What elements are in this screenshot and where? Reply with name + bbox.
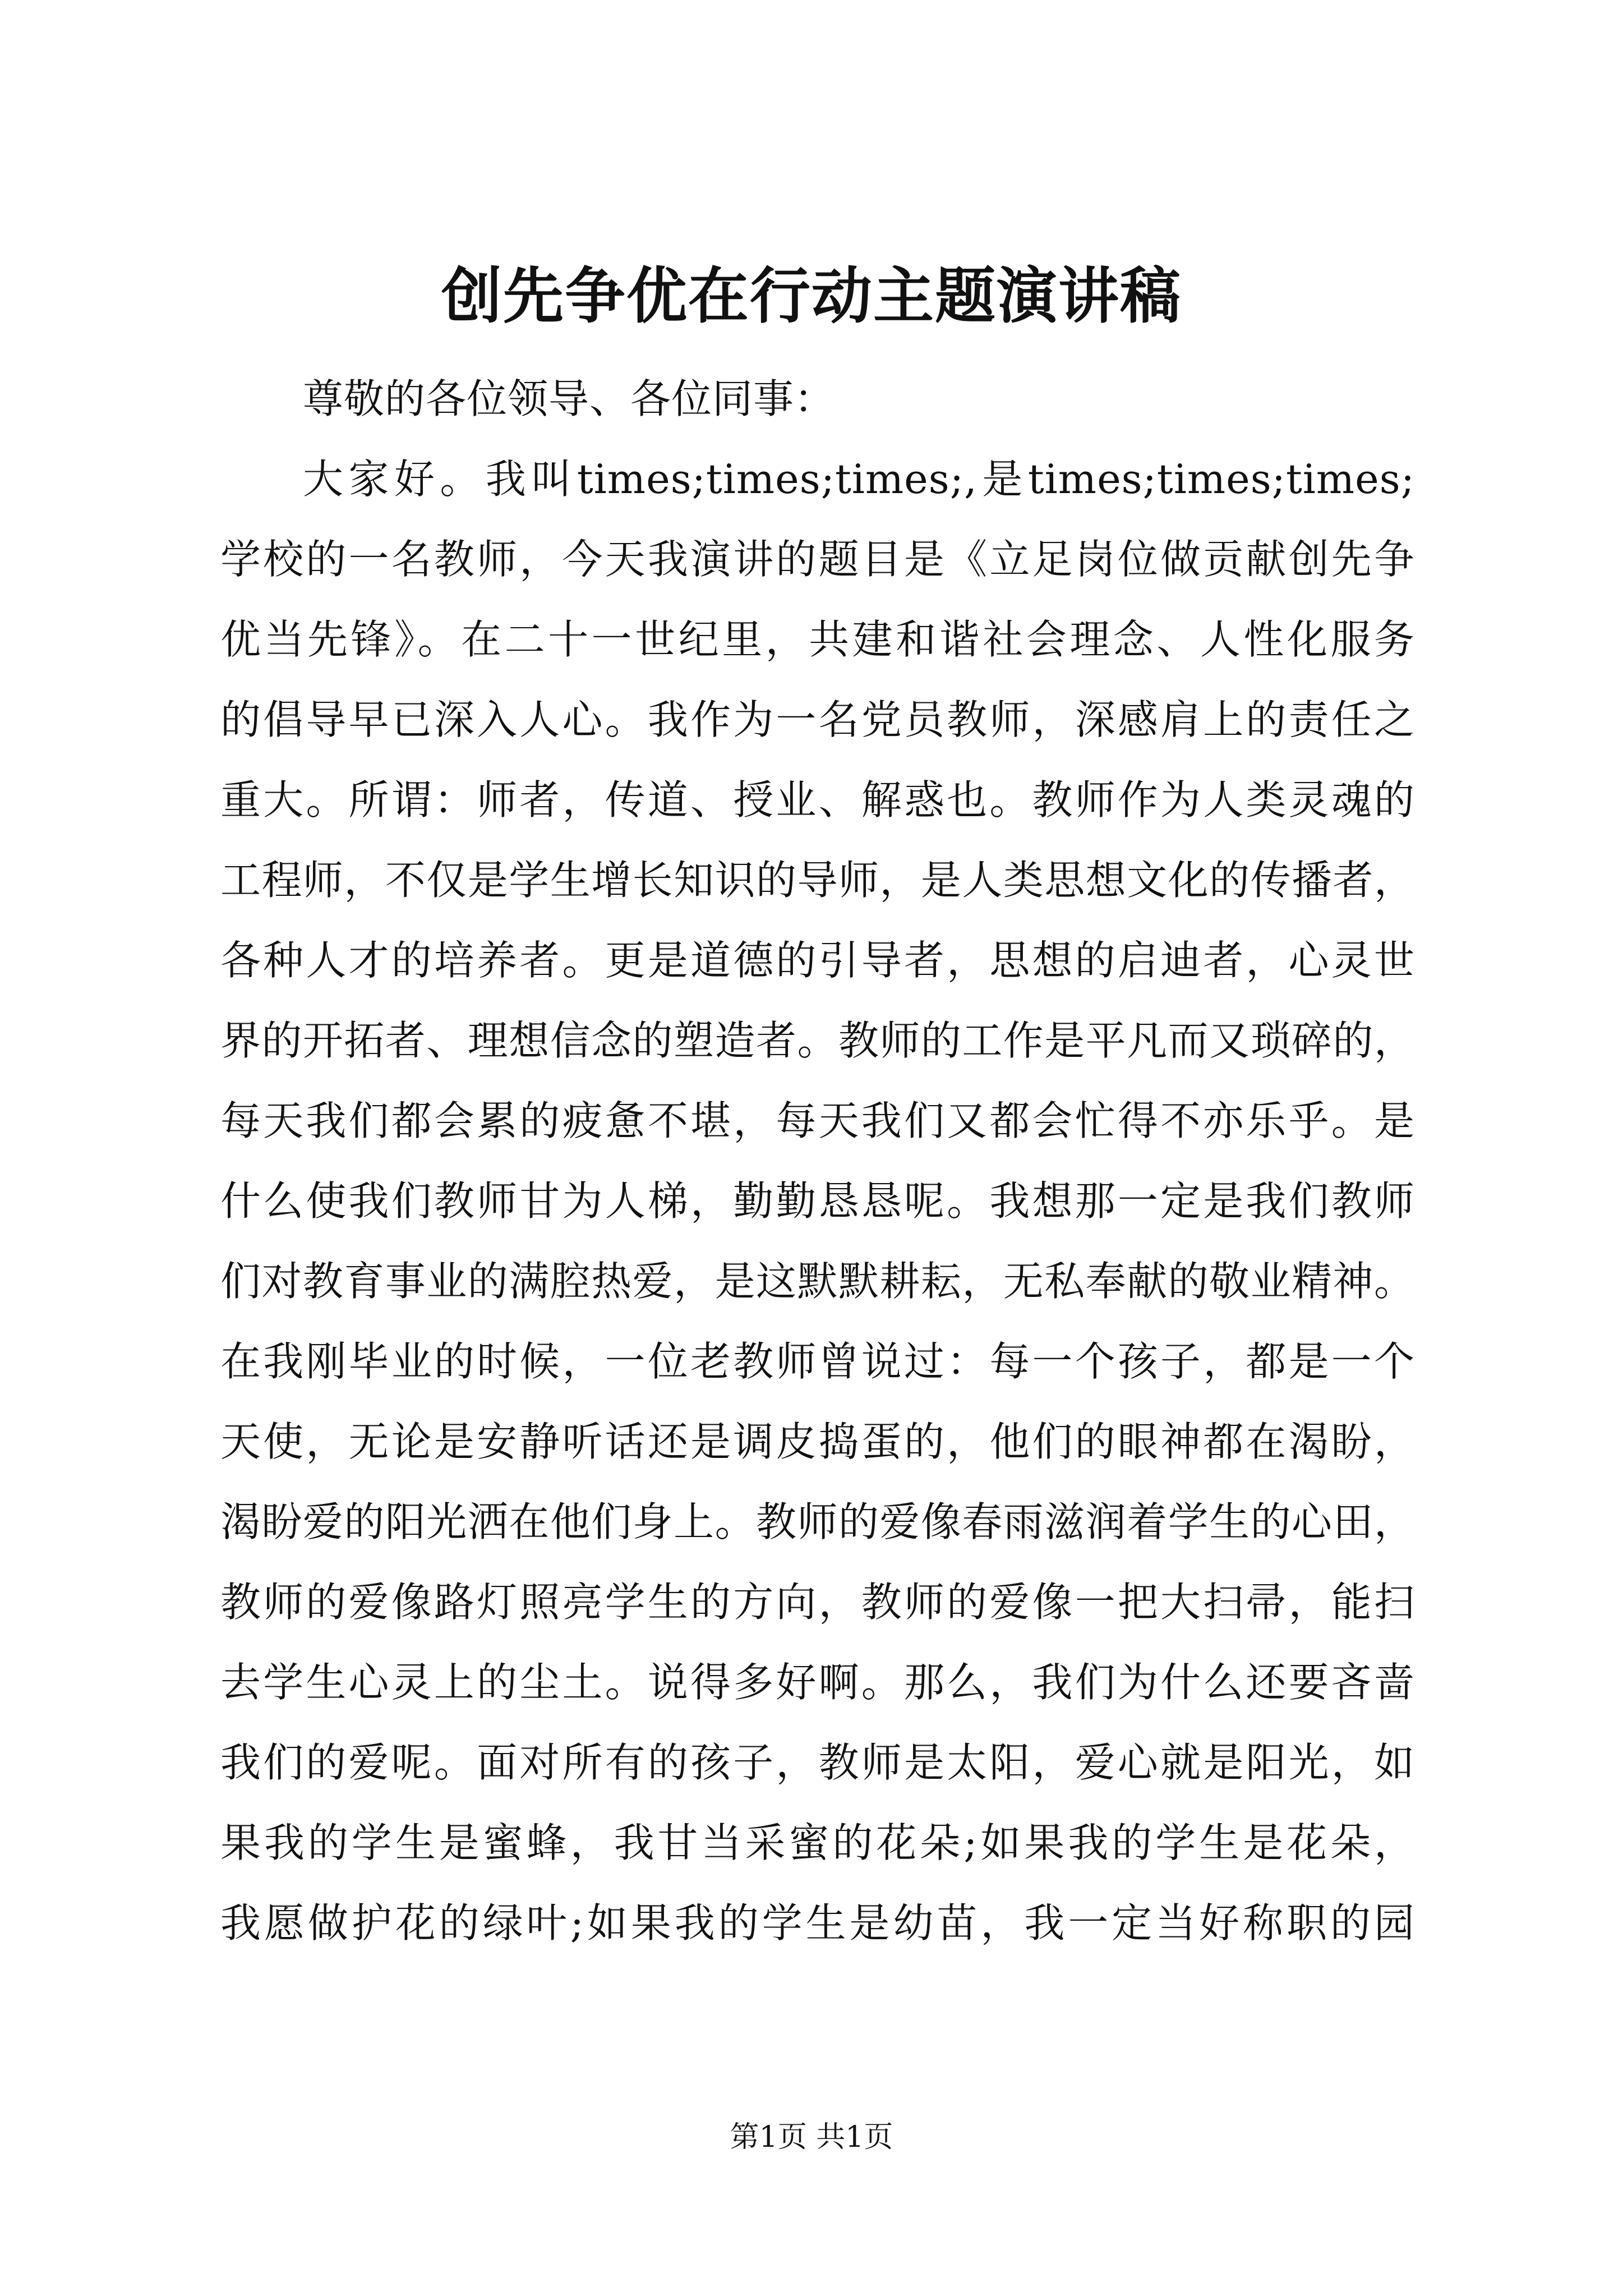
- page-footer: 第1页 共1页: [730, 2120, 893, 2154]
- salutation-line: 尊敬的各位领导、各位同事：: [303, 375, 836, 422]
- paragraph-line: 渴盼爱的阳光洒在他们身上。教师的爱像春雨滋润着学生的心田，: [220, 1498, 1415, 1545]
- paragraph-line: 学校的一名教师，今天我演讲的题目是《立足岗位做贡献创先争: [220, 536, 1415, 583]
- paragraph-line: 工程师，不仅是学生增长知识的导师，是人类思想文化的传播者，: [220, 857, 1415, 904]
- paragraph-line: 去学生心灵上的尘土。说得多好啊。那么，我们为什么还要吝啬: [220, 1659, 1415, 1706]
- document-title: 创先争优在行动主题演讲稿: [441, 261, 1182, 332]
- paragraph-line: 果我的学生是蜜蜂，我甘当采蜜的花朵;如果我的学生是花朵，: [220, 1819, 1415, 1866]
- paragraph-line: 大家好。我叫times;times;times;,是times;times;times;: [303, 455, 1415, 503]
- paragraph-line: 们对教育事业的满腔热爱，是这默默耕耘，无私奉献的敬业精神。: [220, 1258, 1415, 1305]
- paragraph-line: 我们的爱呢。面对所有的孩子，教师是太阳，爱心就是阳光，如: [220, 1739, 1415, 1786]
- paragraph-line: 天使，无论是安静听话还是调皮捣蛋的，他们的眼神都在渴盼，: [220, 1418, 1415, 1465]
- document-body: [220, 359, 1415, 1963]
- paragraph-line: 每天我们都会累的疲惫不堪，每天我们又都会忙得不亦乐乎。是: [220, 1097, 1415, 1144]
- paragraph-line: 我愿做护花的绿叶;如果我的学生是幼苗，我一定当好称职的园: [220, 1899, 1415, 1947]
- paragraph-line: 教师的爱像路灯照亮学生的方向，教师的爱像一把大扫帚，能扫: [220, 1579, 1415, 1626]
- paragraph-line: 优当先锋》。在二十一世纪里，共建和谐社会理念、人性化服务: [220, 616, 1415, 663]
- paragraph-line: 界的开拓者、理想信念的塑造者。教师的工作是平凡而又琐碎的，: [220, 1017, 1415, 1064]
- paragraph-line: 在我刚毕业的时候，一位老教师曾说过：每一个孩子，都是一个: [220, 1338, 1415, 1385]
- paragraph-line: 重大。所谓：师者，传道、授业、解惑也。教师作为人类灵魂的: [220, 776, 1415, 823]
- paragraph-line: 各种人才的培养者。更是道德的引导者，思想的启迪者，心灵世: [220, 937, 1415, 984]
- paragraph-line: 什么使我们教师甘为人梯，勤勤恳恳呢。我想那一定是我们教师: [220, 1177, 1415, 1225]
- paragraph-line: 的倡导早已深入人心。我作为一名党员教师，深感肩上的责任之: [220, 696, 1415, 743]
